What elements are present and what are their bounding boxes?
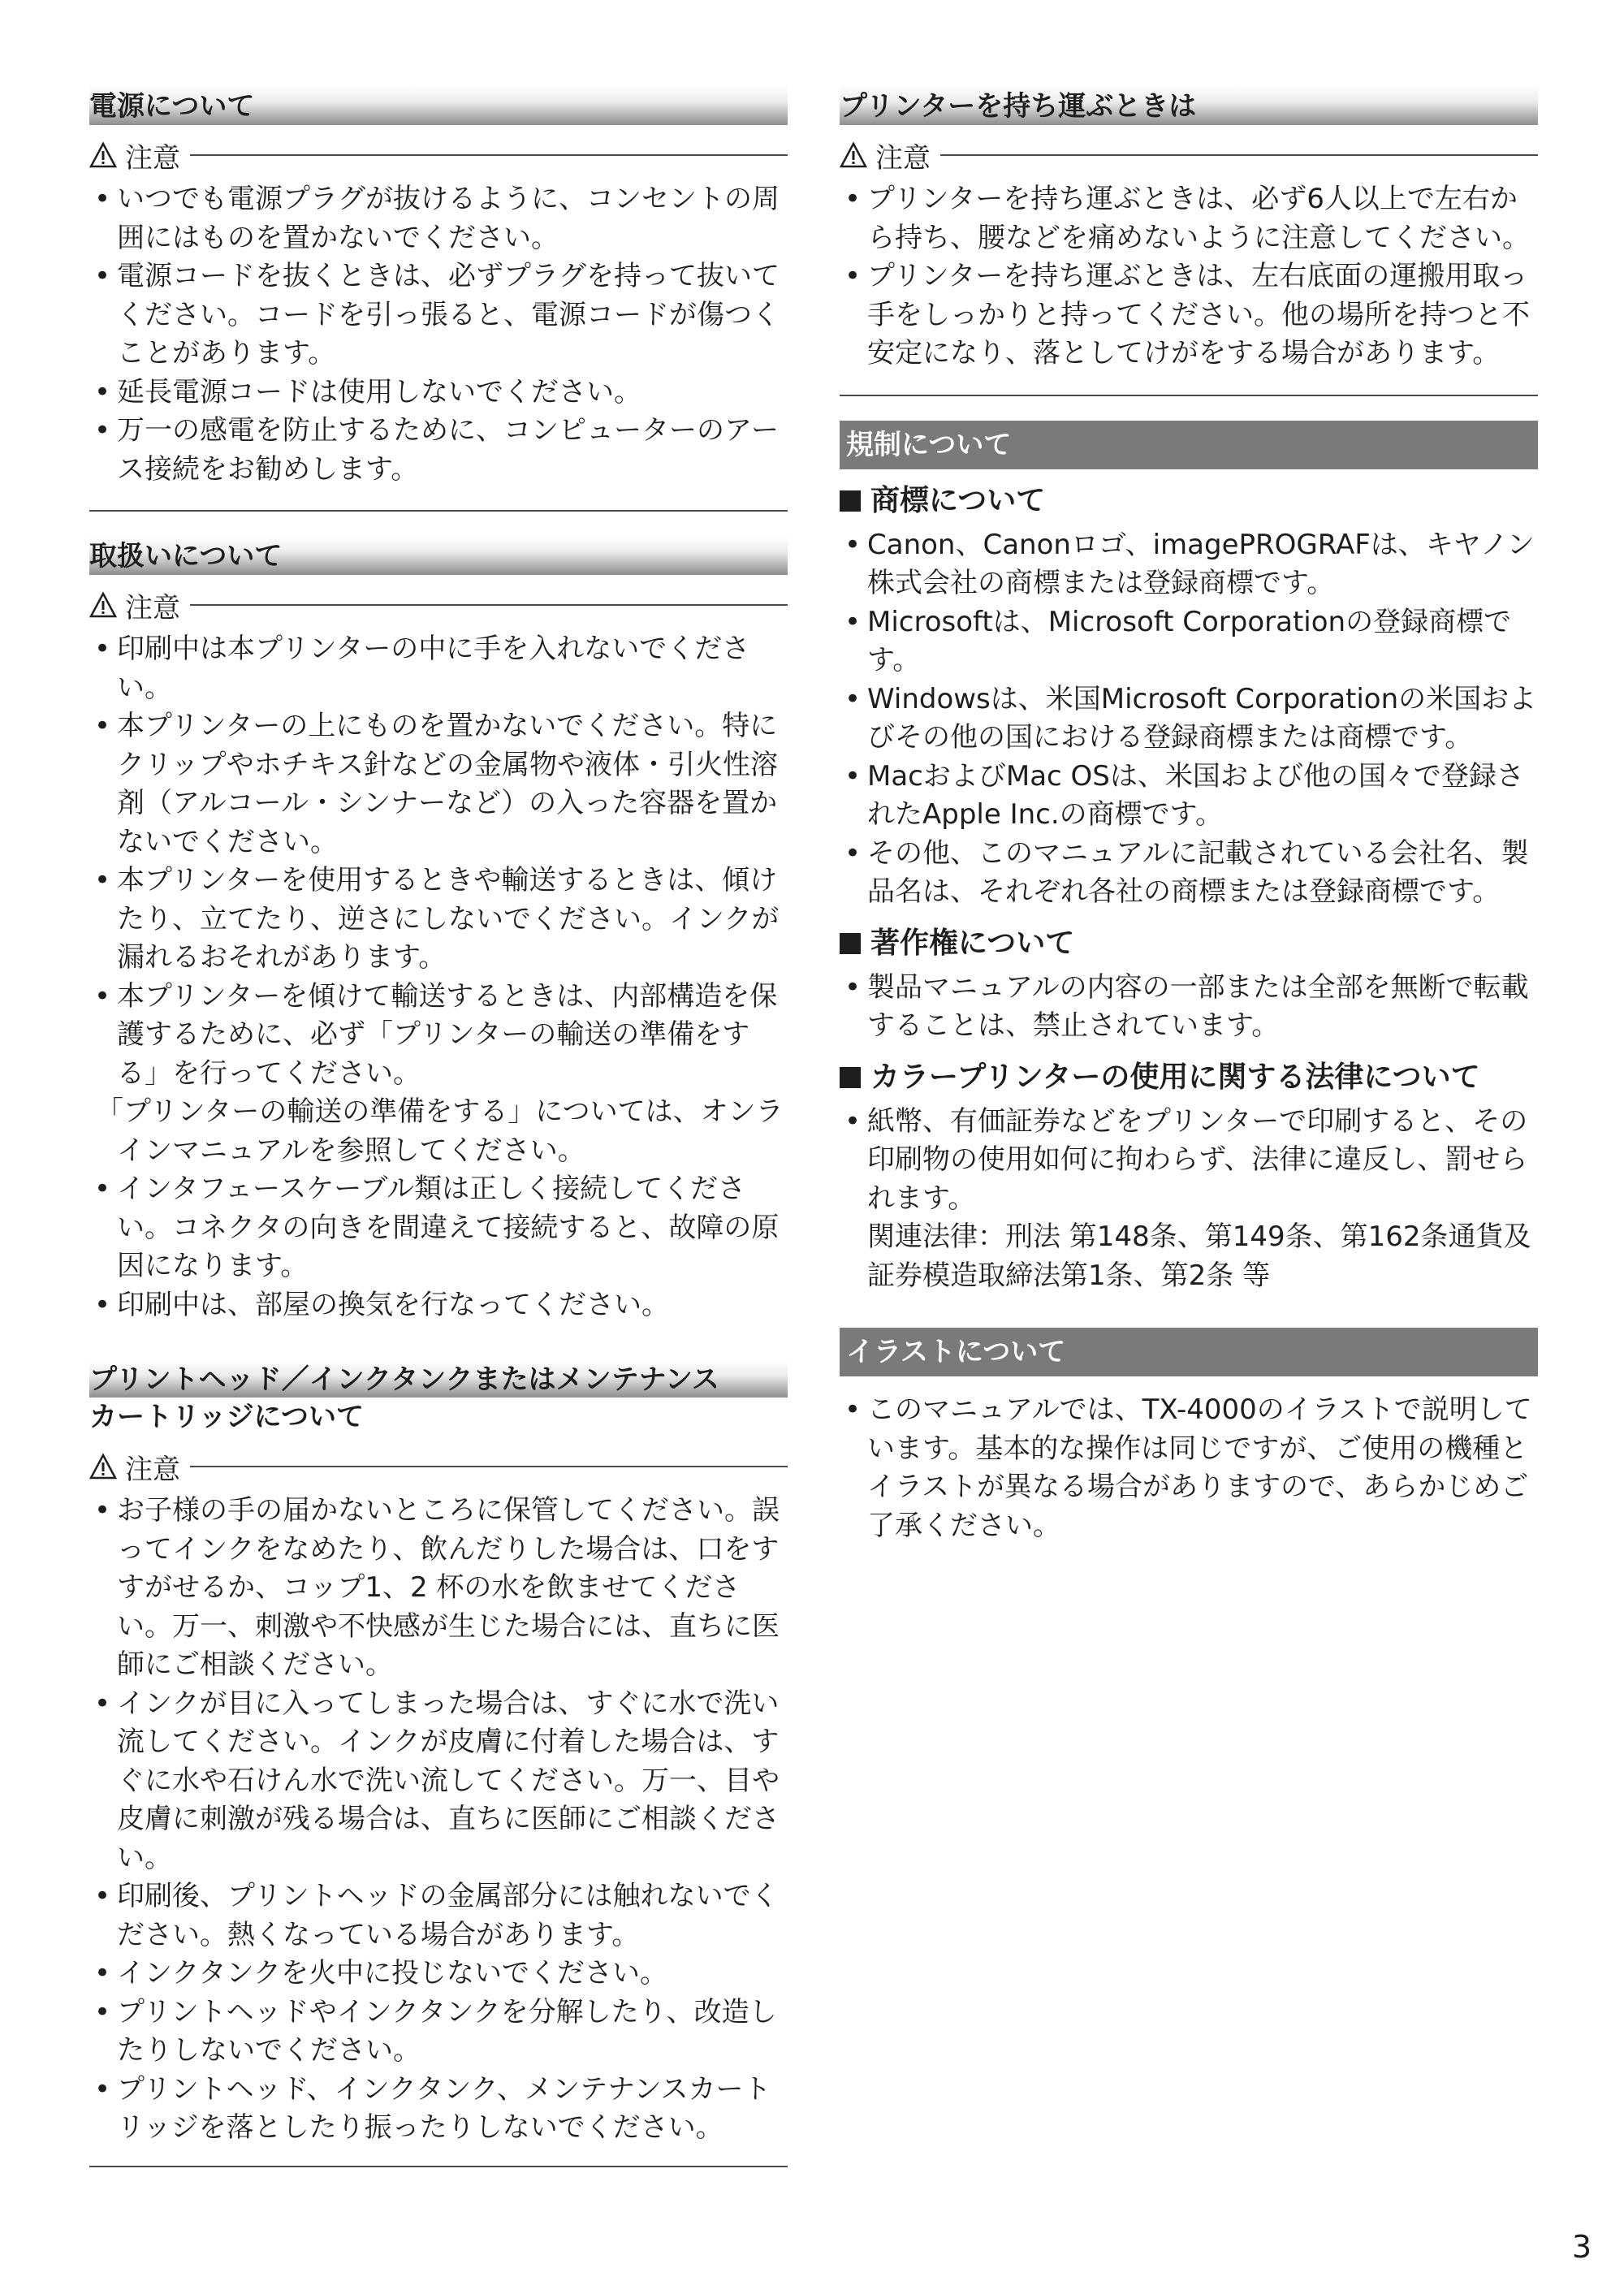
subheading-label: 著作権について [870,926,1075,960]
list-item: • 本プリンターを傾けて輸送するときは、内部構造を保護するために、必ず「プリンターの輸送の準備をする」を行ってください。 [89,978,788,1094]
section-heading-handling: 取扱いについて [89,536,788,575]
caution-header-carry [840,136,1538,174]
list-item: • 印刷中は本プリンターの中に手を入れないでください。 [89,630,788,707]
section-heading-line1: プリントヘッド／インクタンクまたはメンテナンス [89,1363,719,1396]
subheading-label: カラープリンターの使用に関する法律について [870,1060,1480,1094]
spacer [840,1376,1538,1391]
square-bullet-icon [840,490,861,512]
section-heading-power: 電源について [89,86,788,125]
caution-rule [940,154,1538,156]
caution-rule [190,154,788,156]
list-item: • いつでも電源プラグが抜けるように、コンセントの周囲にはものを置かないでください。 [89,180,788,257]
section-heading-regulations: 規制について [840,421,1538,469]
right-column [840,86,1538,1545]
section-divider [840,395,1538,396]
section-heading-head [89,1360,788,1398]
warning-triangle-icon [89,1453,117,1480]
caution-header-head [89,1448,788,1485]
list-item: • Microsoftは、Microsoft Corporationの登録商標です。 [840,603,1538,680]
list-item: • その他、このマニュアルに記載されている会社名、製品名は、それぞれ各社の商標または登録商標です。 [840,835,1538,912]
list-item: • 本プリンターを使用するときや輸送するときは、傾けたり、立てたり、逆さにしないでください。インクが漏れるおそれがあります。 [89,862,788,978]
list-item: • このマニュアルでは、TX-4000のイラストで説明しています。基本的な操作は同じですが、ご使用の機種とイラストが異なる場合がありますので、あらかじめご了承ください。 [840,1391,1538,1545]
caution-rule [190,604,788,606]
section-heading-line2: カートリッジについて [89,1401,364,1433]
square-bullet-icon [840,1067,861,1088]
caution-header-handling [89,586,788,624]
list-item: • 印刷後、プリントヘッドの金属部分には触れないでください。熱くなっている場合があります。 [89,1877,788,1955]
subheading-copyright [840,923,1538,964]
caution-rule [190,1466,788,1467]
list-item: • Windowsは、米国Microsoft Corporationの米国およびその他の国における登録商標または商標です。 [840,680,1538,758]
warning-triangle-icon [840,141,867,169]
warning-triangle-icon [89,141,117,169]
list-item: • インクタンクを火中に投じないでください。 [89,1955,788,1994]
list-item: • 電源コードを抜くときは、必ずプラグを持って抜いてください。コードを引っ張ると、電源コードが傷つくことがあります。 [89,257,788,374]
section-divider [89,2166,788,2167]
subheading-trademark [840,481,1538,521]
list-item: • 紙幣、有価証券などをプリンターで印刷すると、その印刷物の使用如何に拘わらず、法律に違反し、罰せられます。 [840,1103,1538,1219]
list-item: • 製品マニュアルの内容の一部または全部を無断で転載することは、禁止されています。 [840,969,1538,1046]
list-item: • 本プリンターの上にものを置かないでください。特にクリップやホチキス針などの金属物や液体・引火性溶剤（アルコール・シンナーなど）の入った容器を置かないでください。 [89,707,788,862]
spacer [840,1295,1538,1328]
caution-header-power [89,136,788,174]
square-bullet-icon [840,933,861,954]
list-item: • プリンターを持ち運ぶときは、必ず6人以上で左右から持ち、腰などを痛めないように注意してください。 [840,180,1538,257]
list-item: • お子様の手の届かないところに保管してください。誤ってインクをなめたり、飲んだりした場合は、口をすすがせるか、コップ1、2 杯の水を飲ませてください。万一、刺激や不快感が生じた場合には、直ちに医師にご相談ください。 [89,1492,788,1685]
list-item: • MacおよびMac OSは、米国および他の国々で登録されたApple Inc.の商標です。 [840,758,1538,835]
list-item: • 印刷中は、部屋の換気を行なってください。 [89,1286,788,1325]
list-item: • プリンターを持ち運ぶときは、左右底面の運搬用取っ手をしっかりと持ってください。他の場所を持つと不安定になり、落としてけがをする場合があります。 [840,257,1538,374]
subheading-colorlaw [840,1057,1538,1098]
spacer [89,1324,788,1360]
list-item: • 万一の感電を防止するために、コンピューターのアース接続をお勧めします。 [89,412,788,489]
section-heading-carry: プリンターを持ち運ぶときは [840,86,1538,125]
caution-label: 注意 [875,141,931,175]
page-number: 3 [1571,2229,1592,2265]
list-item: • プリントヘッド、インクタンク、メンテナンスカートリッジを落としたり振ったりしないでください。 [89,2071,788,2148]
left-column [89,86,788,2167]
list-item: • 延長電源コードは使用しないでください。 [89,374,788,413]
related-laws: 関連法律：刑法 第148条、第149条、第162条通貨及証券模造取締法第1条、第2条 等 [867,1220,1531,1292]
section-heading-illustration: イラストについて [840,1328,1538,1376]
list-item: • インクが目に入ってしまった場合は、すぐに水で洗い流してください。インクが皮膚に付着した場合は、すぐに水や石けん水で洗い流してください。万一、目や皮膚に刺激が残る場合は、直ちに医師にご相談ください。 [89,1685,788,1878]
warning-triangle-icon [89,591,117,619]
caution-label: 注意 [125,591,180,624]
caution-label: 注意 [125,1453,180,1486]
subheading-label: 商標について [870,483,1046,517]
caution-label: 注意 [125,141,180,175]
list-item: • インタフェースケーブル類は正しく接続してください。コネクタの向きを間違えて接続すると、故障の原因になります。 [89,1170,788,1286]
note-text: 「プリンターの輸送の準備をする」については、オンラインマニュアルを参照してください。 [96,1095,784,1167]
list-item: • Canon、Canonロゴ、imagePROGRAFは、キヤノン株式会社の商標または登録商標です。 [840,526,1538,603]
section-divider [89,510,788,512]
list-item: • プリントヘッドやインクタンクを分解したり、改造したりしないでください。 [89,1994,788,2071]
